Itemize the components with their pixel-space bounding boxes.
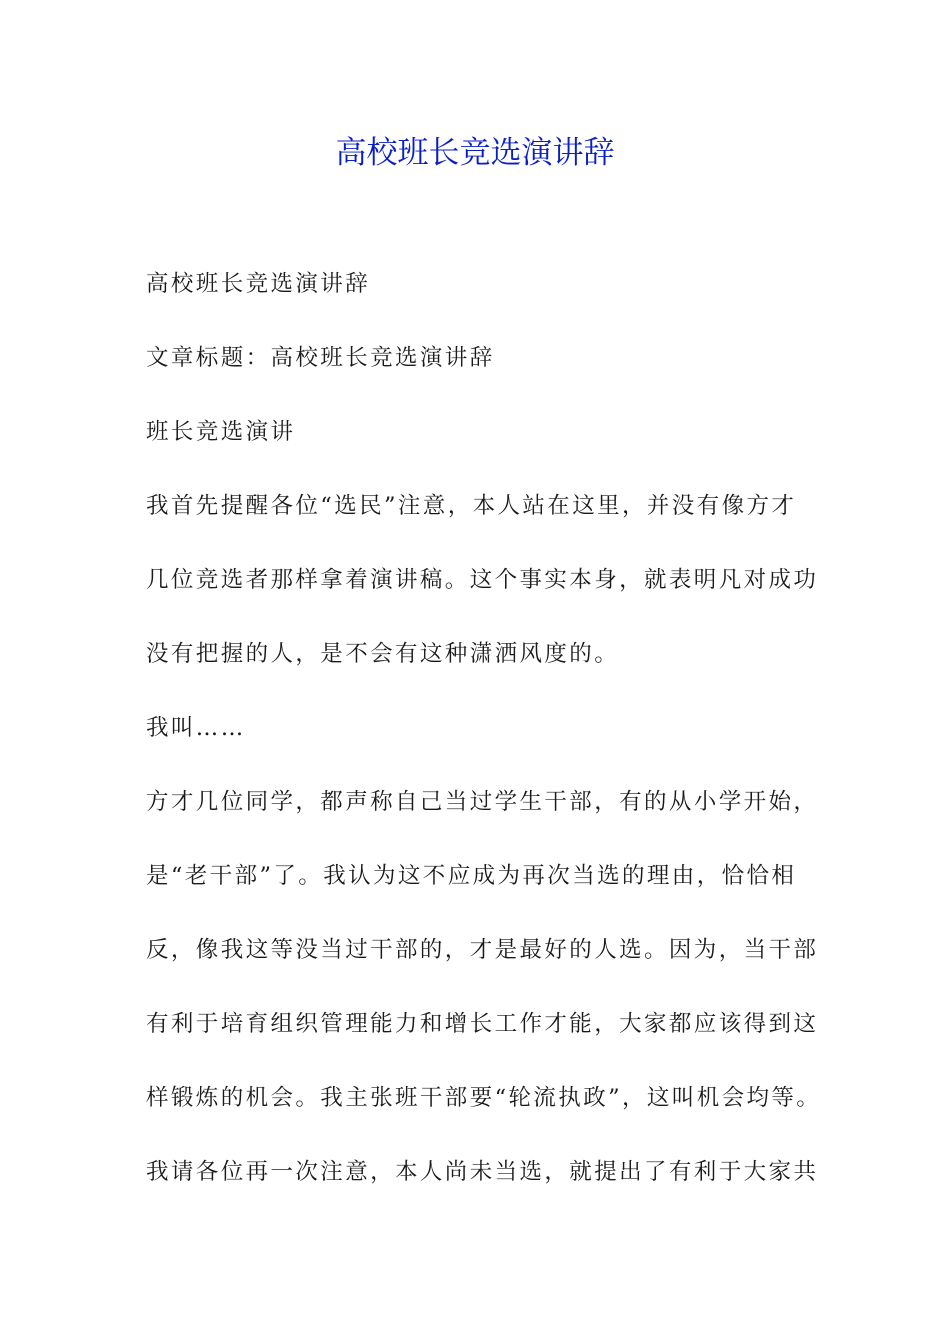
- body-line: 反，像我这等没当过干部的，才是最好的人选。因为，当干部: [146, 937, 819, 963]
- body-line: 我首先提醒各位“选民”注意，本人站在这里，并没有像方才: [146, 493, 797, 519]
- body-line: 有利于培育组织管理能力和增长工作才能，大家都应该得到这: [146, 1011, 819, 1037]
- document-title: 高校班长竞选演讲辞: [335, 135, 615, 171]
- body-line: 我叫……: [146, 715, 246, 741]
- body-line: 样锻炼的机会。我主张班干部要“轮流执政”，这叫机会均等。: [146, 1085, 822, 1111]
- body-line: 高校班长竞选演讲辞: [146, 271, 371, 297]
- body-line: 班长竞选演讲: [146, 419, 296, 445]
- body-line: 几位竞选者那样拿着演讲稿。这个事实本身，就表明凡对成功: [146, 567, 819, 593]
- body-line: 我请各位再一次注意，本人尚未当选，就提出了有利于大家共: [146, 1159, 819, 1185]
- body-line: 没有把握的人，是不会有这种潇洒风度的。: [146, 641, 620, 667]
- body-line: 是“老干部”了。我认为这不应成为再次当选的理由，恰恰相: [146, 863, 797, 889]
- body-line: 方才几位同学，都声称自己当过学生干部，有的从小学开始，: [146, 789, 819, 815]
- body-line: 文章标题：高校班长竞选演讲辞: [146, 345, 495, 371]
- document-body: [146, 262, 836, 1224]
